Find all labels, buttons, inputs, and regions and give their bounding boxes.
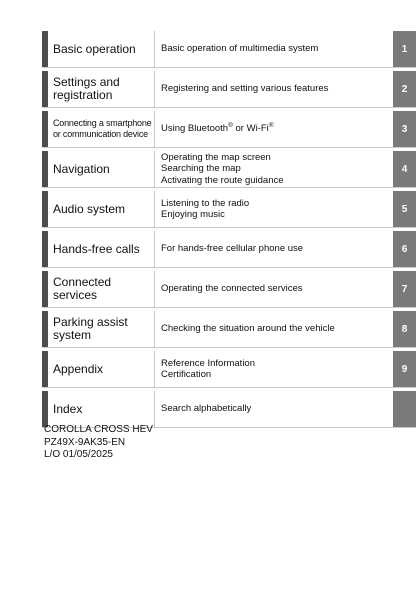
layout-date: L/O 01/05/2025 xyxy=(44,449,113,460)
toc-description: Operating the connected services xyxy=(161,283,303,295)
chapter-number-tab[interactable] xyxy=(393,391,416,427)
toc-title[interactable]: Settings and registration xyxy=(53,75,120,102)
toc-title[interactable]: Index xyxy=(53,401,83,416)
toc-row-basic-operation[interactable] xyxy=(42,31,416,68)
toc-description: Operating the map screen Searching the map Activating the route guidance xyxy=(161,151,284,186)
model-name: COROLLA CROSS HEV xyxy=(44,424,153,435)
toc-description-line: Using Bluetooth® or Wi-Fi® xyxy=(161,122,274,135)
toc-row-connecting-device[interactable] xyxy=(42,111,416,148)
table-of-contents xyxy=(42,31,416,431)
toc-description: Checking the situation around the vehicle xyxy=(161,323,335,335)
toc-description: Search alphabetically xyxy=(161,403,252,415)
toc-description: Registering and setting various features xyxy=(161,83,329,95)
chapter-number[interactable]: 6 xyxy=(393,231,416,267)
chapter-number[interactable]: 2 xyxy=(393,71,416,107)
document-code: PZ49X-9AK35-EN xyxy=(44,436,126,448)
toc-row-index[interactable] xyxy=(42,391,416,428)
chapter-number[interactable]: 3 xyxy=(393,111,416,147)
toc-title[interactable]: Appendix xyxy=(53,361,104,376)
toc-row-navigation[interactable] xyxy=(42,151,416,188)
chapter-number[interactable]: 5 xyxy=(393,191,416,227)
toc-title[interactable]: Basic operation xyxy=(53,41,136,56)
toc-title[interactable]: Connected services xyxy=(53,275,112,302)
chapter-number[interactable]: 4 xyxy=(393,151,416,187)
toc-row-audio-system[interactable] xyxy=(42,191,416,228)
toc-row-settings-registration[interactable] xyxy=(42,71,416,108)
toc-title[interactable]: Navigation xyxy=(53,161,110,176)
toc-description: Reference Information Certification xyxy=(161,357,255,380)
toc-description: Basic operation of multimedia system xyxy=(161,43,319,55)
toc-title[interactable]: Connecting a smartphone or communication device xyxy=(53,118,152,139)
chapter-number[interactable]: 8 xyxy=(393,311,416,347)
toc-row-appendix[interactable] xyxy=(42,351,416,388)
chapter-number[interactable]: 7 xyxy=(393,271,416,307)
toc-row-parking-assist[interactable] xyxy=(42,311,416,348)
toc-description: Listening to the radio Enjoying music xyxy=(161,197,250,220)
toc-row-hands-free-calls[interactable] xyxy=(42,231,416,268)
toc-title[interactable]: Hands-free calls xyxy=(53,241,140,256)
chapter-number[interactable]: 9 xyxy=(393,351,416,387)
toc-row-connected-services[interactable] xyxy=(42,271,416,308)
toc-description: For hands-free cellular phone use xyxy=(161,243,304,255)
toc-description xyxy=(155,111,393,147)
chapter-number[interactable]: 1 xyxy=(393,31,416,67)
toc-title[interactable]: Parking assist system xyxy=(53,315,128,342)
toc-title[interactable]: Audio system xyxy=(53,201,126,216)
document-footer xyxy=(44,424,153,462)
